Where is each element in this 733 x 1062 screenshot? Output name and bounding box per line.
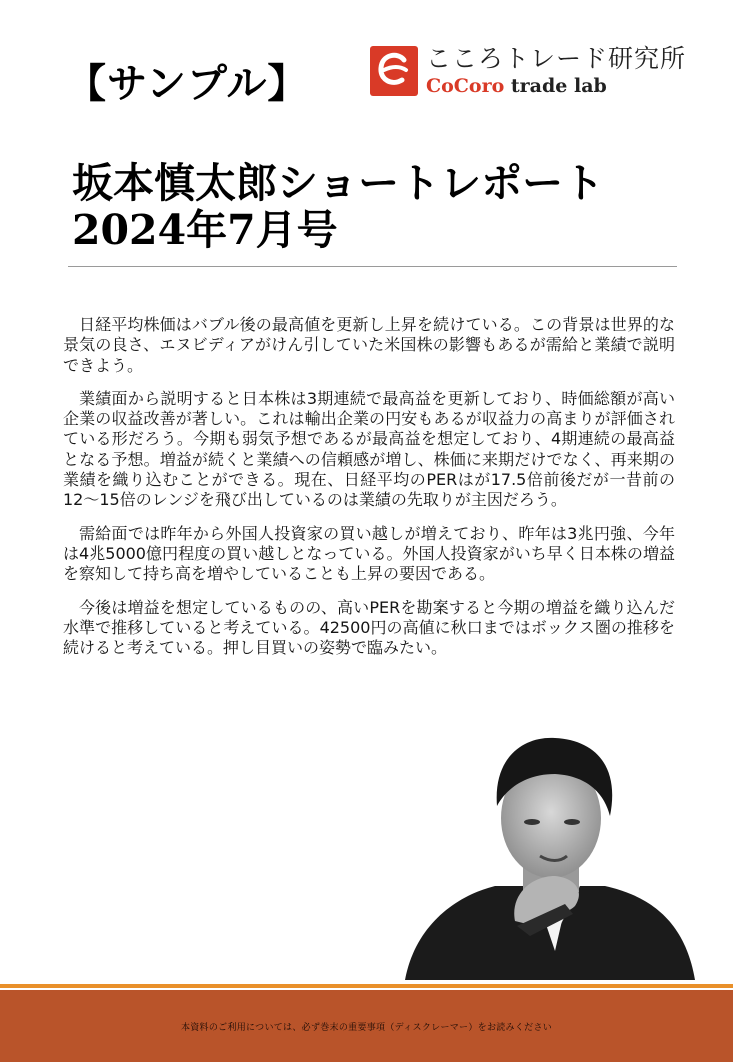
company-logo — [370, 44, 700, 100]
logo-english-rest: trade lab — [504, 75, 607, 97]
sample-label: 【サンプル】 — [66, 60, 309, 107]
logo-english-accent: CoCoro — [426, 75, 505, 97]
footer-band — [0, 990, 733, 1062]
title-divider — [68, 266, 677, 267]
paragraph-2: 業績面から説明すると日本株は3期連続で最高益を更新しており、時価総額が高い企業の収益改善が著しい。これは輸出企業の円安もあるが収益力の高まりが評価されている形だろう。今期も弱気予想であるが最高益を想定しており、4期連続の最高益となる予想。増益が続くと業績への信頼感が増し、株価に来期だけでなく、再来期の業績を織り込むことができる。現在、日経平均のPERはが17.5倍前後だが一昔前の12～15倍のレンジを飛び出しているのは業績の先取りが主因だろう。 — [63, 388, 675, 510]
disclaimer-notice: 本資料のご利用については、必ず巻末の重要事項（ディスクレーマー）をお読みください — [180, 1023, 553, 1033]
author-portrait — [405, 736, 695, 980]
report-title-line2: 2024年7月号 — [72, 206, 338, 254]
paragraph-1: 日経平均株価はバブル後の最高値を更新し上昇を続けている。この背景は世界的な景気の良さ、エヌビディアがけん引していた米国株の影響もあるが需給と業績で説明できよう。 — [63, 315, 675, 375]
logo-mark-icon — [370, 46, 418, 96]
logo-japanese-name: こころトレード研究所 — [426, 44, 687, 73]
paragraph-4: 今後は増益を想定しているものの、高いPERを勘案すると今期の増益を織り込んだ水準で推移していると考えている。42500円の高値に秋口まではボックス圏の推移を続けると考えている。押し目買いの姿勢で臨みたい。 — [63, 597, 675, 658]
report-title — [72, 160, 604, 254]
report-title-line1: 坂本慎太郎ショートレポート — [72, 159, 605, 207]
report-body — [63, 315, 675, 671]
paragraph-3: 需給面では昨年から外国人投資家の買い越しが増えており、昨年は3兆円強、今年は4兆5000億円程度の買い越しとなっている。外国人投資家がいち早く日本株の増益を察知して持ち高を増やしていることも上昇の要因である。 — [63, 523, 675, 584]
logo-english-name — [426, 74, 607, 98]
